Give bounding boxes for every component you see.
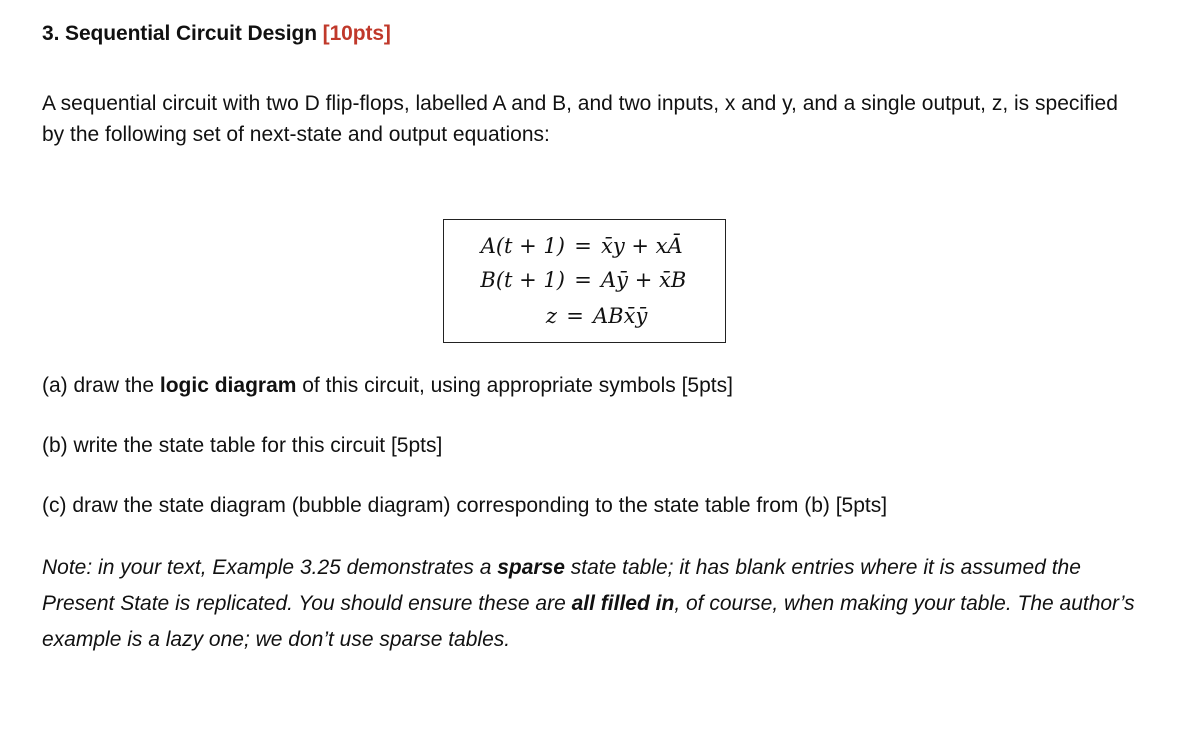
equation-a-equals: = xyxy=(574,234,592,258)
question-heading xyxy=(42,22,391,46)
equation-b-lhs: B(t + 1) xyxy=(480,268,565,292)
equation-z-lhs: z xyxy=(545,304,557,328)
note-text-3: , of course, when making your table. The author’s example is a lazy one; we don’t use sparse tables. xyxy=(42,592,1135,651)
note-bold-filled: all filled in xyxy=(571,592,675,615)
equation-z xyxy=(444,304,725,328)
equation-b xyxy=(444,268,725,292)
intro-paragraph: A sequential circuit with two D flip-flops, labelled A and B, and two inputs, x and y, and a single output, z, is specified by the following set of next-state and output equations: xyxy=(42,92,1118,146)
note-text-2: state table; it has blank entries where it is assumed the Present State is replicated. You should ensure these are xyxy=(42,556,1081,615)
part-a-suffix: of this circuit, using appropriate symbols [5pts] xyxy=(296,374,733,397)
equation-a-lhs: A(t + 1) xyxy=(480,234,565,258)
part-a xyxy=(42,374,733,398)
equation-z-equals: = xyxy=(566,304,584,328)
equation-a-rhs: x̄y + xĀ xyxy=(601,234,683,258)
part-a-bold: logic diagram xyxy=(159,374,297,397)
note-text-1: Note: in your text, Example 3.25 demonstrates a xyxy=(42,556,498,579)
part-b: (b) write the state table for this circuit [5pts] xyxy=(42,434,443,457)
question-title: 3. Sequential Circuit Design xyxy=(42,22,323,45)
part-c: (c) draw the state diagram (bubble diagram) corresponding to the state table from (b) [5pts] xyxy=(42,494,888,517)
note-bold-sparse: sparse xyxy=(497,556,565,579)
note-paragraph xyxy=(42,550,1152,658)
part-a-prefix: (a) draw the xyxy=(42,374,160,397)
equation-z-rhs: ABx̄ȳ xyxy=(593,304,648,328)
equation-a xyxy=(444,234,725,258)
question-points: [10pts] xyxy=(322,22,391,45)
equation-b-rhs: Aȳ + x̄B xyxy=(601,268,687,292)
equation-b-equals: = xyxy=(574,268,592,292)
equations-box xyxy=(443,219,726,343)
